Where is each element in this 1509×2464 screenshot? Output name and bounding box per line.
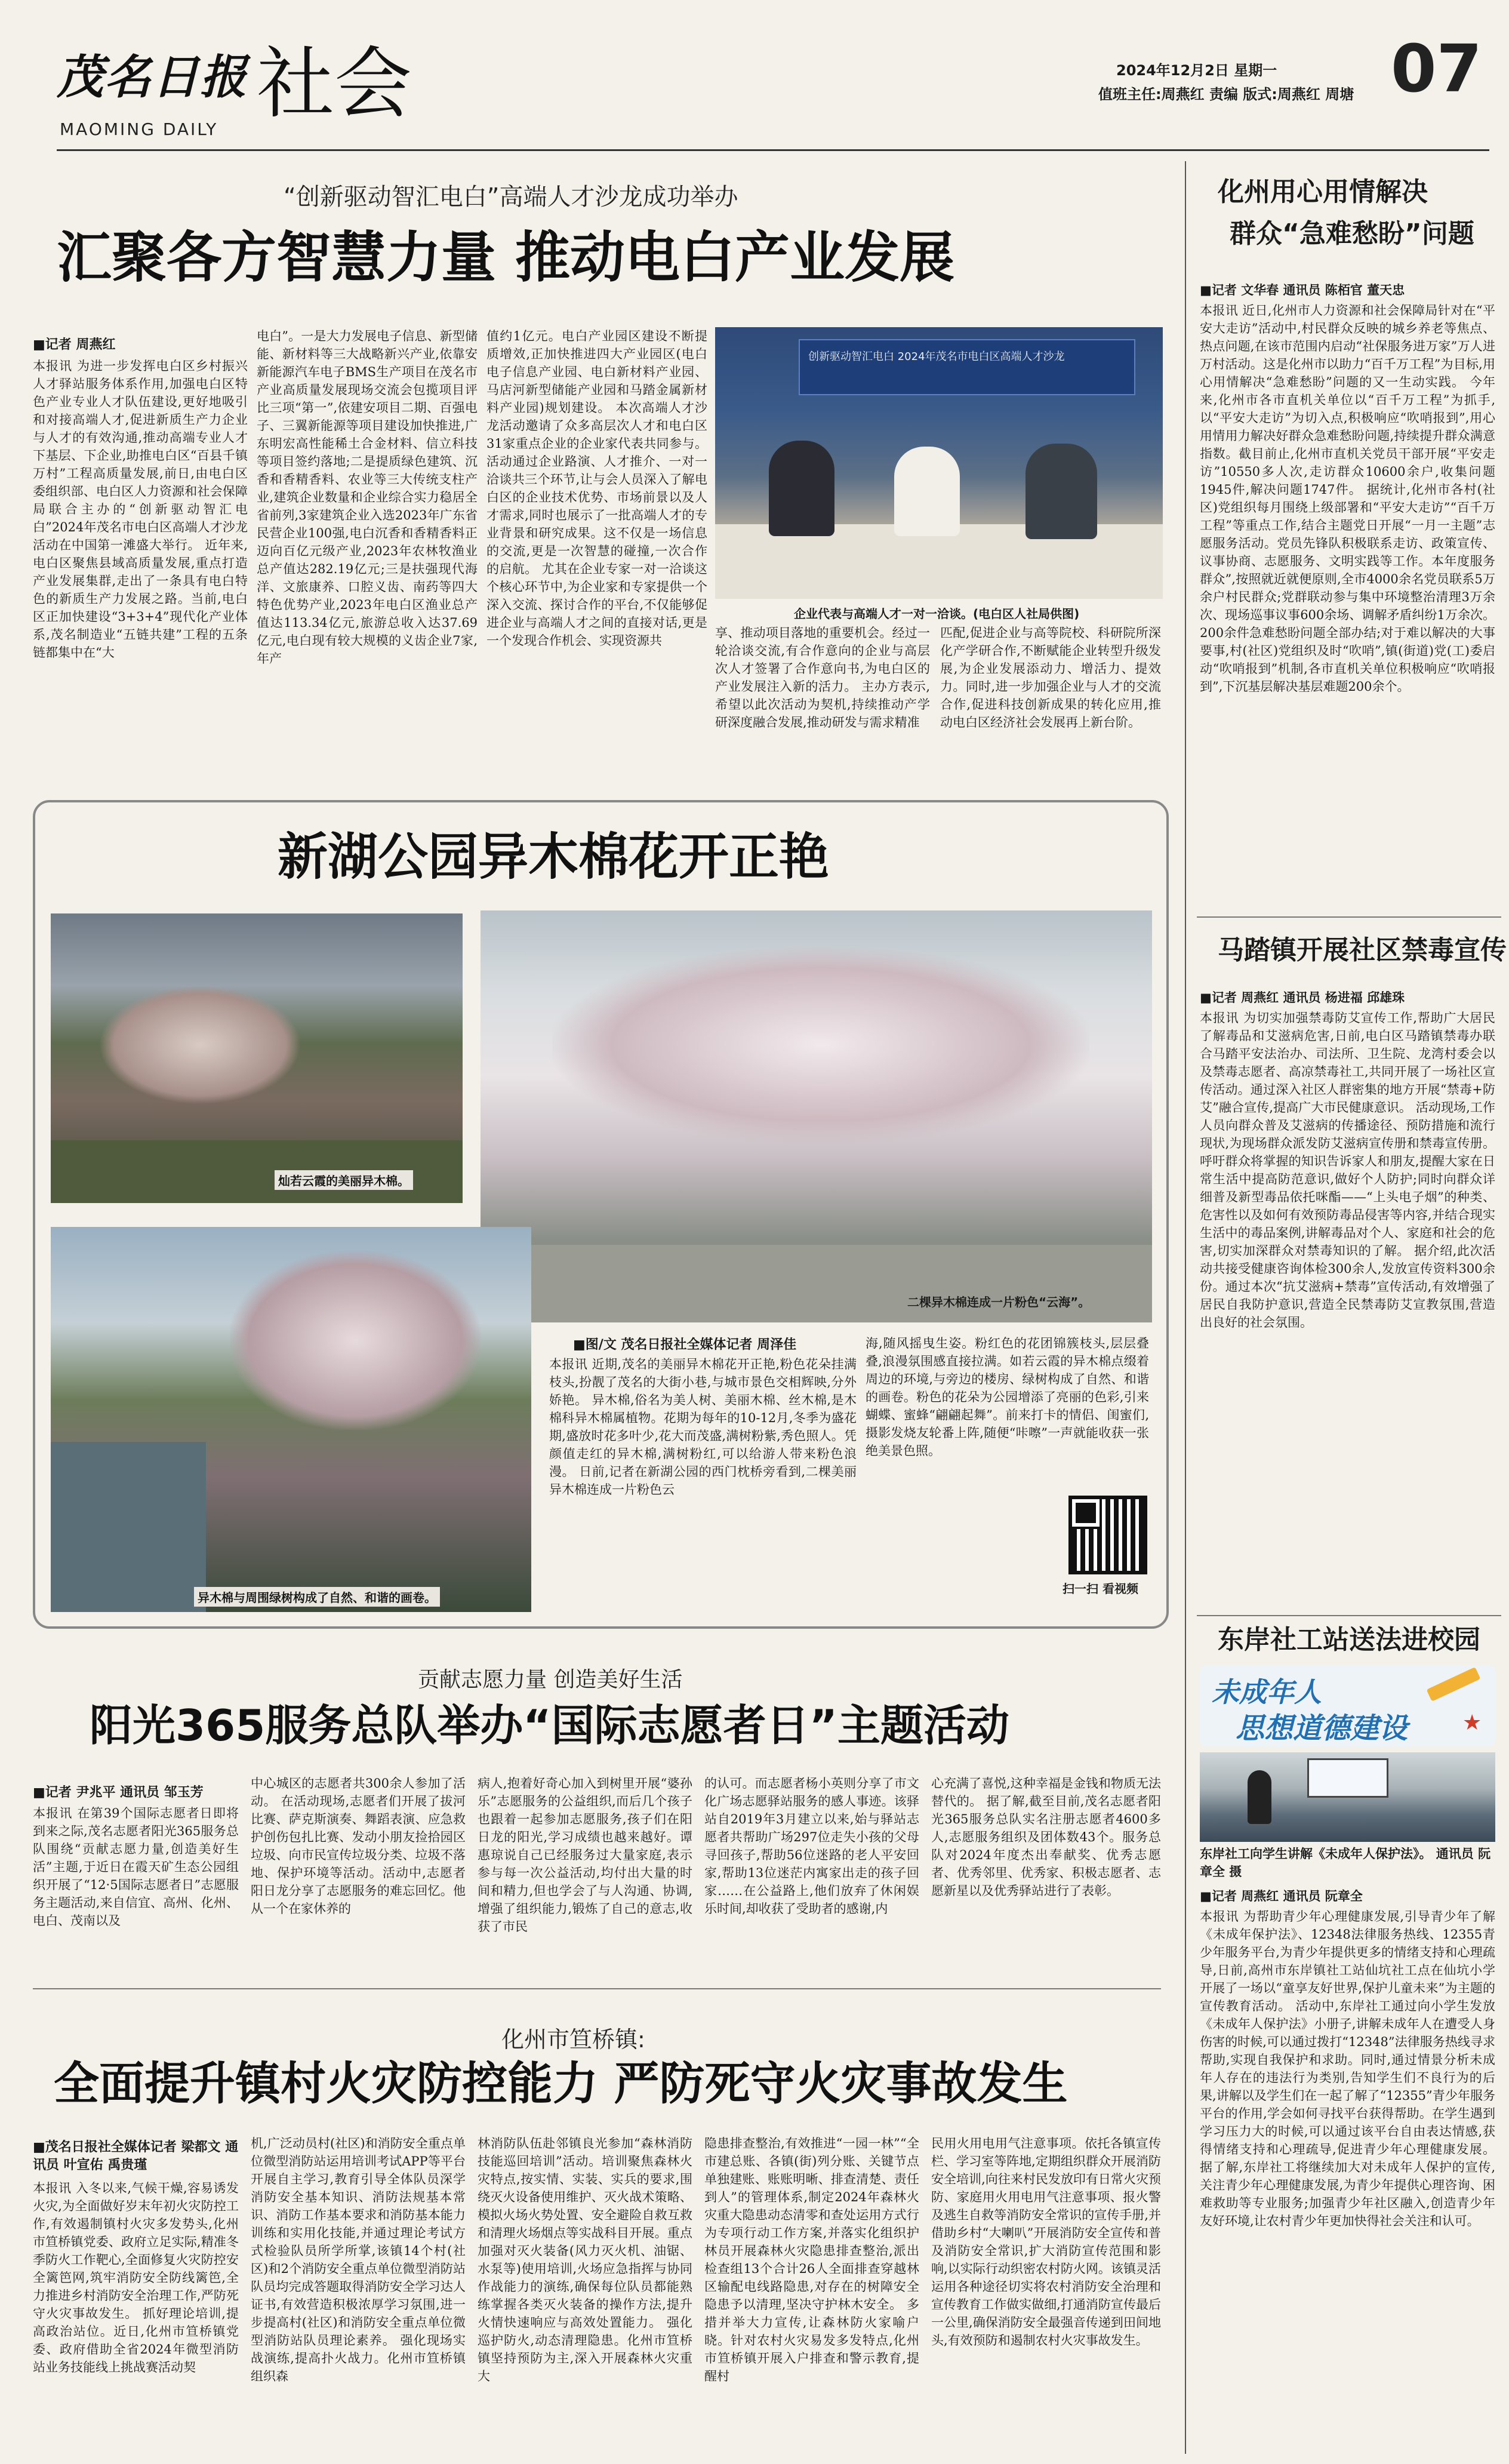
section-title: 社会 [257, 38, 412, 129]
editors-line: 值班主任:周燕红 责编 版式:周燕红 周塘 [1098, 86, 1354, 103]
caption-lake-trees: 异木棉与周围绿树构成了自然、和谐的画卷。 [194, 1587, 440, 1607]
article3-col1: 本报讯 在第39个国际志愿者日即将到来之际,茂名志愿者阳光365服务总队围绕“贡献志愿力量,创造美好生活”主题,于近日在霞天矿生态公园组织开展了“12·5国际志愿者日”志愿服务主题活动,来自信宜、高州、化州、电白、茂南以及 [33, 1806, 239, 1928]
youth-banner [1200, 1666, 1495, 1746]
salon-person-1 [769, 441, 834, 536]
article3-byline: ■记者 尹兆平 通讯员 邹玉芳 [33, 1785, 204, 1800]
caption-tree-park: 灿若云霞的美丽异木棉。 [275, 1170, 413, 1190]
sidebar1-rule [1197, 916, 1501, 918]
page-number: 07 [1391, 30, 1483, 107]
paper-name: 茂名日报 [57, 50, 248, 104]
salon-photo [715, 327, 1163, 599]
tree-canopy-1 [98, 985, 301, 1105]
masthead [0, 0, 1509, 155]
salon-photo-banner [799, 339, 1135, 395]
article2-col1: 本报讯 近期,茂名的美丽异木棉花开正艳,粉色花朵挂满枝头,扮靓了茂名的大街小巷,与城市景色交相辉映,分外娇艳。 异木棉,俗名为美人树、美丽木棉、丝木棉,是木棉科异木棉属植物。花期为每年的10-12月,冬季为盛花期,盛放时花多叶少,花大而茂盛,满树粉紫,秀色照人。凭颜值走红的异木棉,满树粉红,可以给游人带来粉色浪漫。 日前,记者在新湖公园的西门枕桥旁看到,二棵美丽异木棉连成一片粉色云 [549, 1357, 857, 1497]
two-trees-canopy [552, 946, 1089, 1143]
sidebar1-headline-line2: 群众“急难愁盼”问题 [1230, 219, 1474, 249]
article1-col4: 享、推动项目落地的重要机会。经过一轮洽谈交流,有合作意向的企业与高层次人才签署了合作意向书,为电白区的产业发展注入新的活力。 主办方表示,希望以此次活动为契机,持续推动产学研深度融合发展,推动研发与需求精准 [715, 626, 930, 730]
article1-kicker: “创新驱动智汇电白”高端人才沙龙成功举办 [284, 183, 738, 211]
photo-tree-park [51, 913, 463, 1203]
youth-banner-line1: 未成年人 [1212, 1676, 1322, 1708]
article4-byline: ■茂名日报社全媒体记者 梁都文 通讯员 叶宣佑 禹贵瑾 [33, 2140, 239, 2173]
article3-col3: 病人,抱着好奇心加入到树里开展“婆孙乐”志愿服务的公益组织,而后几个孩子也跟着一起参加志愿服务,孩子们在阳日龙的阳光,学习成绩也越来越好。谭惠琼说自己已经服务过大量家庭,表示参与每一次公益活动,均付出大量的时间和精力,但也学会了与人沟通、协调,增强了组织能力,锻炼了自己的意志,收获了市民 [478, 1776, 692, 1934]
sidebar1-headline-line1: 化州用心用情解决 [1218, 177, 1428, 207]
classroom-screen [1307, 1758, 1388, 1798]
star-icon: ★ [1462, 1711, 1482, 1735]
article2-col2: 海,随风摇曳生姿。粉红色的花团锦簇枝头,层层叠叠,浪漫氛围感直接拉满。如若云霞的异木棉点缀着周边的环境,与旁边的楼房、绿树构成了自然、和谐的画卷。粉色的花朵为公园增添了亮丽的色彩,引来蝴蝶、蜜蜂“翩翩起舞”。前来打卡的情侣、闺蜜们,摄影发烧友轮番上阵,随便“咔嚓”一声就能收获一张绝美景色照。 [866, 1336, 1149, 1458]
article4-kicker: 化州市笪桥镇: [501, 2026, 645, 2053]
path [481, 1245, 1152, 1322]
classroom-caption: 东岸社工向学生讲解《未成年人保护法》。 通讯员 阮章全 摄 [1200, 1847, 1491, 1879]
lake-tree-canopy [230, 1251, 481, 1430]
article1-col2: 电白”。一是大力发展电子信息、新型储能、新材料等三大战略新兴产业,依靠安新能源汽车电子BMS生产项目在茂名市产业高质量发展现场交流会包揽项目评比三项“第一”,依建安项目二期、百强电子、三翼新能源等项目建设加快推进,广东明宏高性能稀土合金材料、信立科技等项目签约落地;二是提质绿色建筑、沉香和香精香料、农业等三大传统支柱产业,建筑企业数量和企业综合实力稳居全省前列,3家建筑企业入选2023年广东省民营企业100强,电白沉香和香精香料正迈向百亿元级产业,2023年农林牧渔业总产值达282.19亿元;三是扶强现代海洋、文旅康养、口腔义齿、南药等四大特色优势产业,2023年电白区渔业总产值达113.34亿元,旅游总收入达37.69亿元,电白现有较大规模的义齿企业7家,年产 [257, 329, 478, 666]
sidebar2-body: 本报讯 为切实加强禁毒防艾宣传工作,帮助广大居民了解毒品和艾滋病危害,日前,电白区马踏镇禁毒办联合马踏平安法治办、司法所、卫生院、龙湾村委会以及禁毒志愿者、高凉禁毒社工,共同开展了一场社区宣传活动。通过深入社区人群密集的地方开展“禁毒+防艾”融合宣传,提高广大市民健康意识。 活动现场,工作人员向群众普及艾滋病的传播途径、预防措施和流行现状,为现场群众派发防艾滋病宣传册和禁毒宣传册。呼吁群众将掌握的知识告诉家人和朋友,提醒大家在日常生活中提高防范意识,做好个人防护;同时向群众详细普及新型毒品依托咪酯——“上头电子烟”的种类、危害性以及如何有效预防毒品侵害等内容,并结合现实生活中的毒品案例,讲解毒品对个人、家庭和社会的危害,切实加深群众对禁毒知识的了解。 据介绍,此次活动共接受健康咨询体检300余人,发放宣传资料300余份。通过本次“抗艾滋病+禁毒”宣传活动,有效增强了居民自我防护意识,营造全民禁毒防艾宣教氛围,营造出良好的社会氛围。 [1200, 1011, 1495, 1330]
classroom-photo [1200, 1752, 1495, 1842]
article3-headline: 阳光365服务总队举办“国际志愿者日”主题活动 [90, 1700, 1009, 1751]
sidebar2-rule [1197, 1615, 1501, 1616]
lake-water [51, 1442, 206, 1612]
article2-byline: ■图/文 茂名日报社全媒体记者 周泽佳 [573, 1337, 797, 1352]
sidebar3-body: 本报讯 为帮助青少年心理健康发展,引导青少年了解《未成年保护法》、12348法律服务热线、12355青少年服务平台,为青少年提供更多的情绪支持和心理疏导,日前,高州市东岸镇社工站仙坑社工点在仙坑小学开展了一场以“童享友好世界,保护儿童未来”为主题的宣传教育活动。 活动中,东岸社工通过向小学生发放《未成年人保护法》小册子,讲解未成年人在遭受人身伤害的时候,可以通过拨打“12348”法律服务热线寻求帮助,实现自我保护和求助。同时,通过情景分析未成年人存在的违法行为类别,告知学生们不良行为的后果,讲解以及学生们在一起了解了“12355”青少年服务平台的作用,学会如何寻找平台获得帮助。在学生遇到学习压力大的时候,可以通过该平台自由表达情感,获得情绪支持和心理疏导,促进青少年心理健康发展。 据了解,东岸社工将继续加大对未成年人保护的宣传,关注青少年心理健康发展,为青少年提供心理咨询、困难救助等专业服务;加强青少年社区融入,创造青少年友好环境,让农村青少年更加快得社会关注和认可。 [1200, 1909, 1495, 2228]
article3-col5: 心充满了喜悦,这种幸福是金钱和物质无法替代的。 据了解,截至目前,茂名志愿者阳光365服务总队实名注册志愿者4600多人,志愿服务组织及团体数43个。服务总队对2024年度杰出奉献奖、优秀志愿者、优秀邻里、优秀家、积极志愿者、志愿新星以及优秀驿站进行了表彰。 [931, 1776, 1161, 1898]
paper-name-en: MAOMING DAILY [60, 119, 218, 139]
article1-col3: 值约1亿元。电白产业园区建设不断提质增效,正加快推进四大产业园区(电白电子信息产业园、电白新材料产业园、马店河新型储能产业园和马踏金属新材料产业园)规划建设。 本次高端人才沙龙活动邀请了众多高层次人才和电白区31家重点企业的企业家代表共同参与。活动通过企业路演、人才推介、一对一洽谈共三个环节,让与会人员深入了解电白区的企业技术优势、市场前景以及人才需求,同时也展示了一批高端人才的专业背景和研究成果。这不仅是一场信息的交流,更是一次智慧的碰撞,一次合作的启航。 尤其在企业专家一对一洽谈这个核心环节中,为企业家和专家提供一个深入交流、探讨合作的平台,不仅能够促进企业与高端人才之间的直接对话,更是一个发现合作机会、实现资源共 [486, 329, 707, 648]
article1-col5: 匹配,促进企业与高等院校、科研院所深化产学研合作,不断赋能企业转型升级发展,为企业发展添动力、增活力、提效力。同时,进一步加强企业与人才的交流合作,促进科技创新成果的转化应用,推动电白区经济社会发展再上新台阶。 [940, 626, 1161, 730]
sidebar1-body: 本报讯 近日,化州市人力资源和社会保障局针对在“平安大走访”活动中,村民群众反映的城乡养老等焦点、热点问题,在该市范围内启动“社保服务进万家”万人进万村活动。这是化州市以助力“百千万工程”为目标,用心用情解决“急难愁盼”问题的又一生动实践。 今年来,化州市各市直机关单位以“百千万工程”为抓手,以“平安大走访”为切入点,积极响应“吹哨报到”,用心用情用力解决好群众急难愁盼问题,持续提升群众满意指数。截目前止,化州市直机关党员干部开展“平安走访”10550多人次,走访群众10600余户,收集问题1945件,解决问题1747件。 据统计,化州市各村(社区)党组织每月围绕上级部署和“平安大走访”“百千万工程”等重点工作,结合主题党日开展“一月一主题”志愿服务活动。党员先锋队积极联系走访、政策宣传、议事协商、志愿服务、文明实践等工作。本年度服务群众”,按照就近就便原则,全市4000余名党员联系5万余户村民群众;党群联动参与集中环境整治清理3万余次、现场巡事议事600余场、调解矛盾纠纷1万余次。200余件急难愁盼问题全部办结;对于难以解决的大事要事,村(社区)党组织及时“吹哨”,镇(街道)党(工)委启动“吹哨报到”机制,各市直机关单位积极响应“吹哨报到”,下沉基层解决基层难题200余个。 [1200, 303, 1495, 694]
qr-label: 扫一扫 看视频 [1063, 1582, 1138, 1596]
salon-person-3 [1025, 444, 1097, 539]
photo-two-trees [481, 910, 1152, 1322]
issue-date: 2024年12月2日 星期一 [1116, 62, 1277, 79]
article4-col5: 民用火用电用气注意事项。依托各镇宣传栏、学习室等阵地,定期组织群众开展消防安全培训,向往来村民发放印有日常火灾预防、家庭用火用电用气注意事项、报火警及逃生自救等消防安全常识的宣传手册,并借助乡村“大喇叭”开展消防安全宣传和普及消防安全常识,扩大消防宣传范围和影响,以实际行动织密农村防火网。该镇灵活运用各种途径切实将农村消防安全治理和宣传教育工作做实做细,打通消防宣传最后一公里,确保消防安全最强音传递到田间地头,有效预防和遏制农村火灾事故发生。 [931, 2136, 1161, 2348]
article1-col1: 本报讯 为进一步发挥电白区乡村振兴人才驿站服务体系作用,加强电白区特色产业专业人才队伍建设,更好地吸引和对接高端人才,促进新质生产力企业与人才的有效沟通,推动高端专业人才下基层、下企业,助推电白区“百县千镇万村”工程高质量发展,前日,由电白区委组织部、电白区人力资源和社会保障局联合主办的“创新驱动智汇电白”2024年茂名市电白区高端人才沙龙活动在中国第一滩盛大举行。 近年来,电白区聚焦县域高质量发展,重点打造产业发展集群,走出了一条具有电白特色的新质生产力发展之路。当前,电白区正加快建设“3+3+4”现代化产业体系,茂名制造业“五链共建”工程的五条链都集中在“大 [33, 359, 248, 660]
sidebar2-byline: ■记者 周燕红 通讯员 杨进福 邱雄珠 [1200, 990, 1405, 1005]
paper-logo [57, 48, 248, 113]
photo-lake-trees [51, 1227, 531, 1612]
caption-two-trees: 二棵异木棉连成一片粉色“云海”。 [907, 1295, 1091, 1309]
article1-byline: ■记者 周燕红 [33, 337, 116, 352]
qr-corner-1 [1072, 1499, 1100, 1527]
article4-headline: 全面提升镇村火灾防控能力 严防死守火灾事故发生 [54, 2057, 1068, 2110]
sidebar2-headline: 马踏镇开展社区禁毒宣传 [1218, 935, 1507, 965]
article3-col4: 的认可。而志愿者杨小英则分享了市文化广场志愿驿站服务的感人事迹。该驿站自2019年3月建立以来,始与驿站志愿者共帮助广场297位走失小孩的父母寻回孩子,帮助56位迷路的老人平安回家,帮助13位迷茫内寓家出走的孩子回家……在公益路上,他们放弃了休闲娱乐时间,却收获了受助者的感谢,内 [704, 1776, 919, 1916]
masthead-rule [57, 149, 1489, 151]
sidebar1-byline: ■记者 文华春 通讯员 陈栢官 董天忠 [1200, 283, 1405, 297]
article4-col2: 机,广泛动员村(社区)和消防安全重点单位微型消防站运用培训考试APP等平台开展自主学习,教育引导全体队员深学消防安全基本知识、消防法规基本常识、消防工作基本要求和消防基本能力训练和实用化技能,并通过理论考试方式检验队员所学所掌,该镇14个村(社区)和2个消防安全重点单位微型消防站队员均完成答题取得消防安全学习达人证书,有效营造积极浓厚学习氛围,进一步提高村(社区)和消防安全重点单位微型消防站队员理论素养。 强化现场实战演练,提高扑火战力。化州市笪桥镇组织森 [251, 2136, 466, 2383]
article4-divider [33, 1988, 1161, 1989]
article1-headline: 汇聚各方智慧力量 推动电白产业发展 [57, 226, 955, 290]
article4-col3: 林消防队伍赴邻镇良光参加“森林消防技能巡回培训”活动。培训聚焦森林火灾特点,按实情、实装、实兵的要求,围绕灭火设备使用维护、灭火战术策略、模拟火场火势处置、安全避险自救互救和清理火场烟点等实战科目开展。重点加强对灭火装备(风力灭火机、油锯、水泵等)使用培训,火场应急指挥与协同作战能力的演练,确保每位队员都能熟练掌握各类灭火装备的操作方法,提升火情快速响应与高效处置能力。 强化巡护防火,动态清理隐患。化州市笪桥镇坚持预防为主,深入开展森林火灾重大 [478, 2136, 692, 2383]
sidebar-divider [1185, 161, 1186, 2454]
classroom-speaker [1248, 1770, 1271, 1824]
youth-banner-line2: 思想道德建设 [1236, 1712, 1408, 1745]
salon-photo-caption: 企业代表与高端人才一对一洽谈。(电白区人社局供图) [794, 607, 1080, 621]
article4-col1: 本报讯 入冬以来,气候干燥,容易诱发火灾,为全面做好岁末年初火灾防控工作,有效遏制镇村火灾多发势头,化州市笪桥镇党委、政府立足实际,精准冬季防火工作靶心,全面修复火灾防控安全篱笆网,筑牢消防安全防线篱笆,全力推进乡村消防安全治理工作,严防死守火灾事故发生。 抓好理论培训,提高政治站位。近日,化州市笪桥镇党委、政府借助全省2024年微型消防站业务技能线上挑战赛活动契 [33, 2181, 239, 2374]
pencil-icon [1427, 1667, 1481, 1702]
article2-headline: 新湖公园异木棉花开正艳 [278, 828, 830, 886]
article3-kicker: 贡献志愿力量 创造美好生活 [418, 1668, 683, 1692]
article4-col4: 隐患排查整治,有效推进“一园一林”“全市建总账、各镇(街)列分账、关键节点单独建账、账账明晰、排查清楚、责任到人”的管理体系,制定2024年森林火灾重大隐患动态清零和查处运用方式行为专项行动工作方案,并落实化组织护林员开展森林火灾隐患排查整治,派出检查组13个合计26人全面排查穿越林区输配电线路隐患,对存在的树障安全隐患予以清理,坚决守护林木安全。 多措并举大力宣传,让森林防火家喻户晓。针对农村火灾易发多发特点,化州市笪桥镇开展入户排查和警示教育,提醒村 [704, 2136, 919, 2383]
sidebar3-byline: ■记者 周燕红 通讯员 阮章全 [1200, 1889, 1363, 1903]
article3-col2: 中心城区的志愿者共300余人参加了活动。 在活动现场,志愿者们开展了拔河比赛、萨克斯演奏、舞蹈表演、应急救护创伤包扎比赛、发动小朋友捡拾园区垃圾、向市民宣传垃圾分类、垃圾不落地、保护环境等活动。活动中,志愿者阳日龙分享了志愿服务的难忘回忆。他从一个在家休养的 [251, 1776, 466, 1916]
salon-person-2 [894, 447, 960, 536]
sidebar3-headline: 东岸社工站送法进校园 [1218, 1625, 1480, 1655]
salon-banner-text: 创新驱动智汇电白 2024年茂名市电白区高端人才沙龙 [808, 350, 1065, 363]
